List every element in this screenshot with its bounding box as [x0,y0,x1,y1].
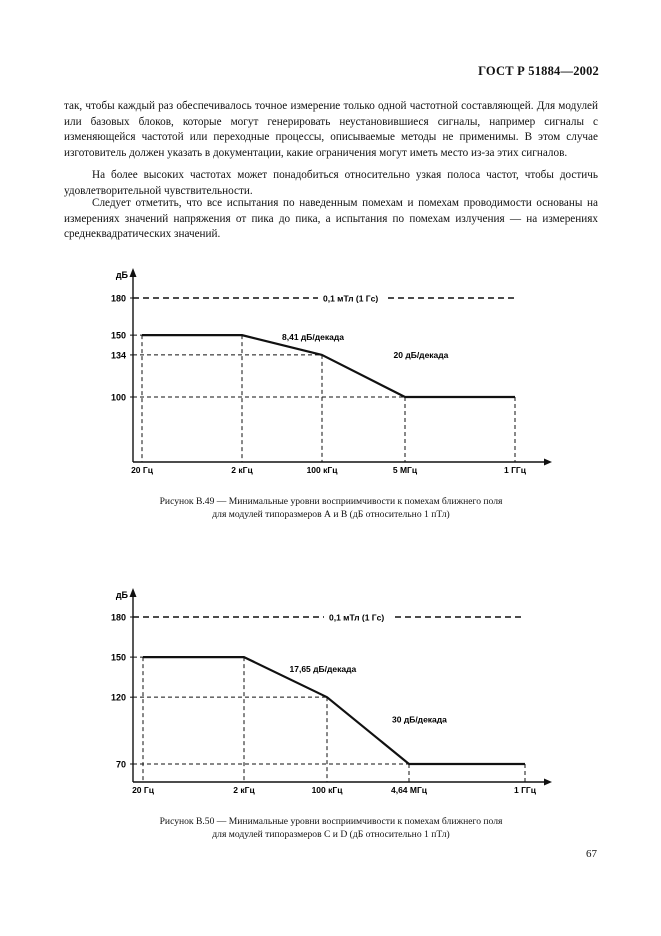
series-line [142,335,515,397]
figure-b49-caption-line2: для модулей типоразмеров А и В (дБ относительно 1 пТл) [212,509,450,520]
x-tick-label: 4,64 МГц [390,785,428,795]
y-axis-label: дБ [115,590,128,600]
x-axis-arrow [544,459,552,466]
x-tick-label: 2 кГц [233,785,255,795]
page-number: 67 [586,848,597,860]
slope-annotation: 20 дБ/декада [393,349,449,360]
document-header: ГОСТ Р 51884—2002 [478,64,599,78]
slope-annotation: 17,65 дБ/декада [289,664,357,675]
figure-b50-caption-line2: для модулей типоразмеров С и D (дБ относительно 1 пТл) [212,829,450,840]
slope-annotation: 8,41 дБ/декада [282,332,344,343]
figure-b50-caption [64,815,598,841]
x-tick-label: 20 Гц [132,785,154,795]
y-axis-arrow [130,588,137,597]
reference-line-label: 0,1 мТл (1 Гс) [323,293,379,304]
x-axis-arrow [544,779,552,786]
y-tick-label: 100 [110,392,126,403]
y-tick-label: 134 [110,350,126,361]
figure-b50-caption-line1: Рисунок В.50 — Минимальные уровни восприимчивости к помехам ближнего поля [159,816,503,827]
paragraph-continuation: так, чтобы каждый раз обеспечивалось точное измерение только одной частотной составляющей. Для модулей или базовых блоков, которые могут генерировать неустановившиеся сигналы, например сигналы с изменяющейся частотой или переходные процессы, описываемые методы не применимы. В этом случае изготовитель должен указать в документации, какие ограничения могут иметь место из-за этих сигналов. [64,100,598,159]
y-tick-label: 70 [115,759,126,770]
y-tick-label: 120 [110,692,126,703]
x-tick-label: 100 кГц [311,785,343,795]
y-tick-label: 180 [110,612,126,623]
figure-b49-caption [64,495,598,521]
y-axis-arrow [130,268,137,277]
figure-b49-chart [0,262,661,477]
x-tick-label: 100 кГц [306,465,338,475]
y-tick-label: 180 [110,293,126,304]
x-tick-label: 20 Гц [131,465,153,475]
x-tick-label: 2 кГц [231,465,253,475]
y-tick-label: 150 [110,652,126,663]
x-tick-label: 5 МГц [392,465,418,475]
y-tick-label: 150 [110,330,126,341]
y-axis-label: дБ [115,270,128,280]
slope-annotation: 30 дБ/декада [392,714,447,725]
reference-line-label: 0,1 мТл (1 Гс) [329,612,385,623]
figure-b50-chart [0,582,661,797]
x-tick-label: 1 ГГц [504,465,526,475]
x-tick-label: 1 ГГц [514,785,536,795]
paragraph-frequencies: На более высоких частотах может понадобиться относительно узкая полоса частот, чтобы достичь удовлетворительной чувствительности. [64,169,598,197]
paragraph-tests-note: Следует отметить, что все испытания по наведенным помехам и помехам проводимости основаны на измерениях значений напряжения от пика до пика, а испытания по помехам излучения — на измерениях среднеквадратических значений. [64,197,598,241]
figure-b49-caption-line1: Рисунок В.49 — Минимальные уровни восприимчивости к помехам ближнего поля [159,496,503,507]
